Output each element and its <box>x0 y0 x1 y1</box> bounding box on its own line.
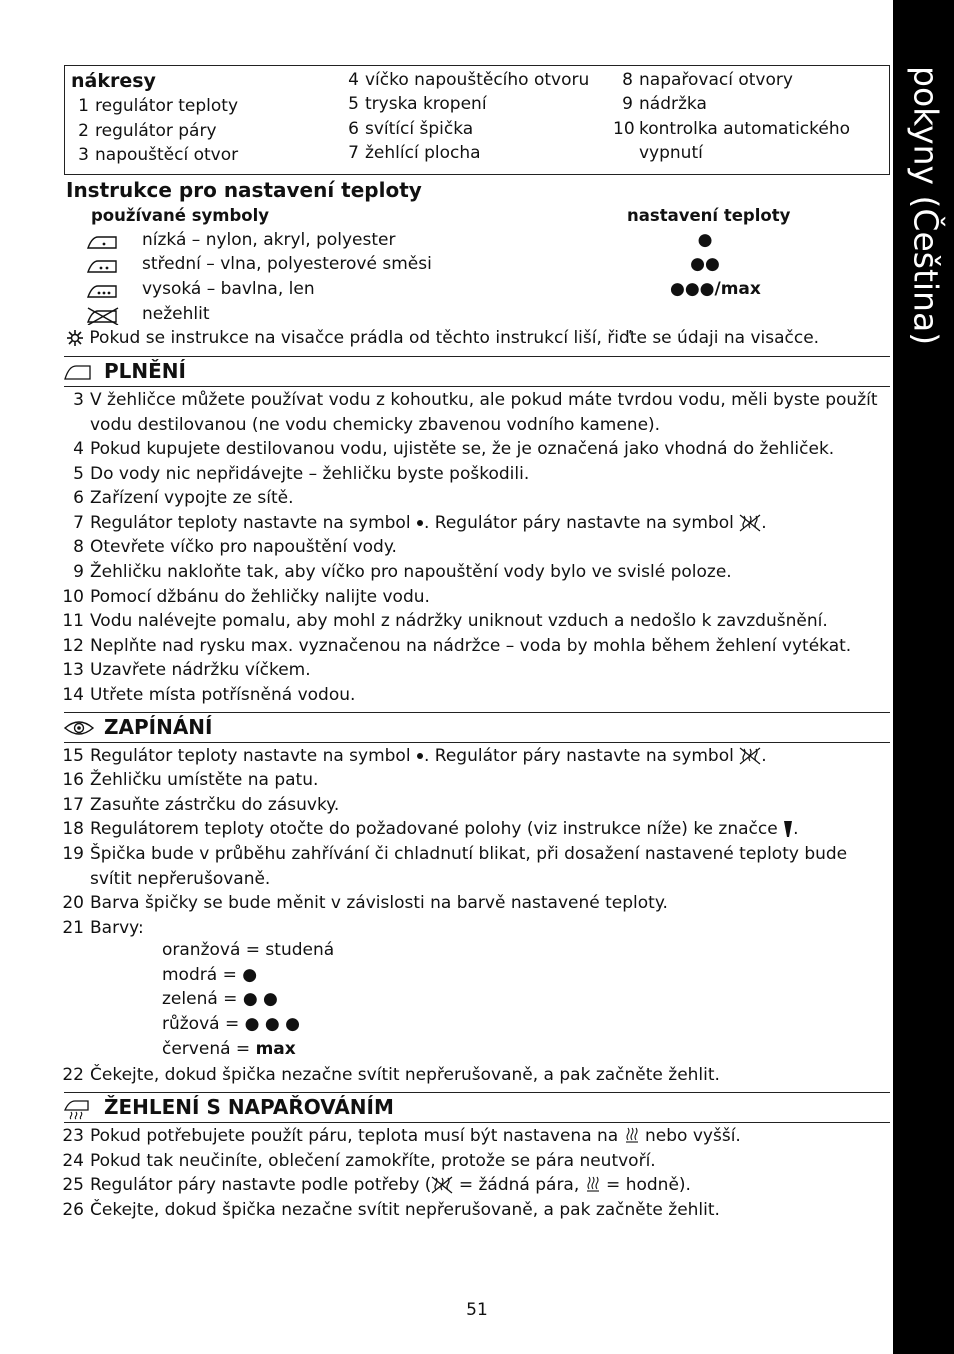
page-number: 51 <box>466 1300 488 1320</box>
divider <box>64 386 890 387</box>
parts-title: nákresy <box>71 70 156 92</box>
temp-row-text: nízká – nylon, akryl, polyester <box>142 230 396 250</box>
section-switching-on-header <box>64 713 890 743</box>
parts-box <box>64 65 890 175</box>
temp-row-medium <box>86 254 786 278</box>
divider <box>64 742 890 743</box>
temp-row-high <box>86 279 786 303</box>
part-item: 4 víčko napouštěcího otvoru <box>348 70 590 90</box>
side-tab-label <box>894 66 954 356</box>
no-iron-icon <box>86 307 120 325</box>
color-item: červená = max <box>162 1039 296 1059</box>
section-steam-header <box>64 1093 890 1123</box>
iron-1-dot-icon <box>86 233 120 251</box>
color-item: oranžová = studená <box>162 940 335 960</box>
steam-iron-icon <box>64 1098 92 1120</box>
temp-row-text: střední – vlna, polyesterové směsi <box>142 254 432 274</box>
marker-icon <box>783 820 793 838</box>
part-item: vypnutí <box>639 143 703 163</box>
dot-icon <box>416 518 424 528</box>
section-title: ZAPÍNÁNÍ <box>104 715 213 739</box>
iron-3-dot-icon <box>86 282 120 300</box>
no-steam-icon <box>431 1175 453 1195</box>
part-item: 5 tryska kropení <box>348 94 487 114</box>
section-title: ŽEHLENÍ S NAPAŘOVÁNÍM <box>104 1095 394 1119</box>
color-item: zelená = ● ● <box>162 989 278 1009</box>
temp-row-dots: ●● <box>690 254 720 274</box>
part-item: 8 napařovací otvory <box>622 70 793 90</box>
iron-2-dot-icon <box>86 257 120 275</box>
divider <box>64 1122 890 1123</box>
part-item: 7 žehlící plocha <box>348 143 481 163</box>
part-item: 1 regulátor teploty <box>78 96 239 116</box>
col-setting-header: nastavení teploty <box>627 206 791 225</box>
color-item: růžová = ● ● ● <box>162 1014 300 1034</box>
no-steam-icon <box>739 513 761 533</box>
dot-icon <box>416 751 424 761</box>
temp-row-dots: ●●●/max <box>670 279 761 299</box>
eye-icon <box>64 718 94 738</box>
no-steam-icon <box>739 746 761 766</box>
section-filling-header <box>64 357 890 387</box>
color-item: modrá = ● <box>162 965 258 985</box>
part-item: 10 kontrolka automatického <box>613 119 851 139</box>
col-symbols-header: používané symboly <box>91 206 270 225</box>
part-item: 3 napouštěcí otvor <box>78 145 239 165</box>
temp-heading: Instrukce pro nastavení teploty <box>66 178 422 202</box>
temp-row-dots: ● <box>697 230 713 250</box>
part-item: 9 nádržka <box>622 94 707 114</box>
part-item: 2 regulátor páry <box>78 121 217 141</box>
steam-icon <box>585 1175 601 1195</box>
temp-row-text: vysoká – bavlna, len <box>142 279 315 299</box>
temp-row-text: nežehlit <box>142 304 210 324</box>
section-title: PLNĚNÍ <box>104 359 186 383</box>
steam-icon <box>624 1126 640 1146</box>
iron-outline-icon <box>64 362 92 382</box>
temp-row-low <box>86 230 786 254</box>
temp-row-noiron <box>86 304 786 328</box>
part-item: 6 svítící špička <box>348 119 474 139</box>
svg-text:pokyny (Čeština): pokyny (Čeština) <box>906 66 946 346</box>
sun-star-icon <box>66 329 84 347</box>
care-label-note: Pokud se instrukce na visačce prádla od těchto instrukcí liší, řiďte se údaji na visačce. <box>66 328 819 348</box>
